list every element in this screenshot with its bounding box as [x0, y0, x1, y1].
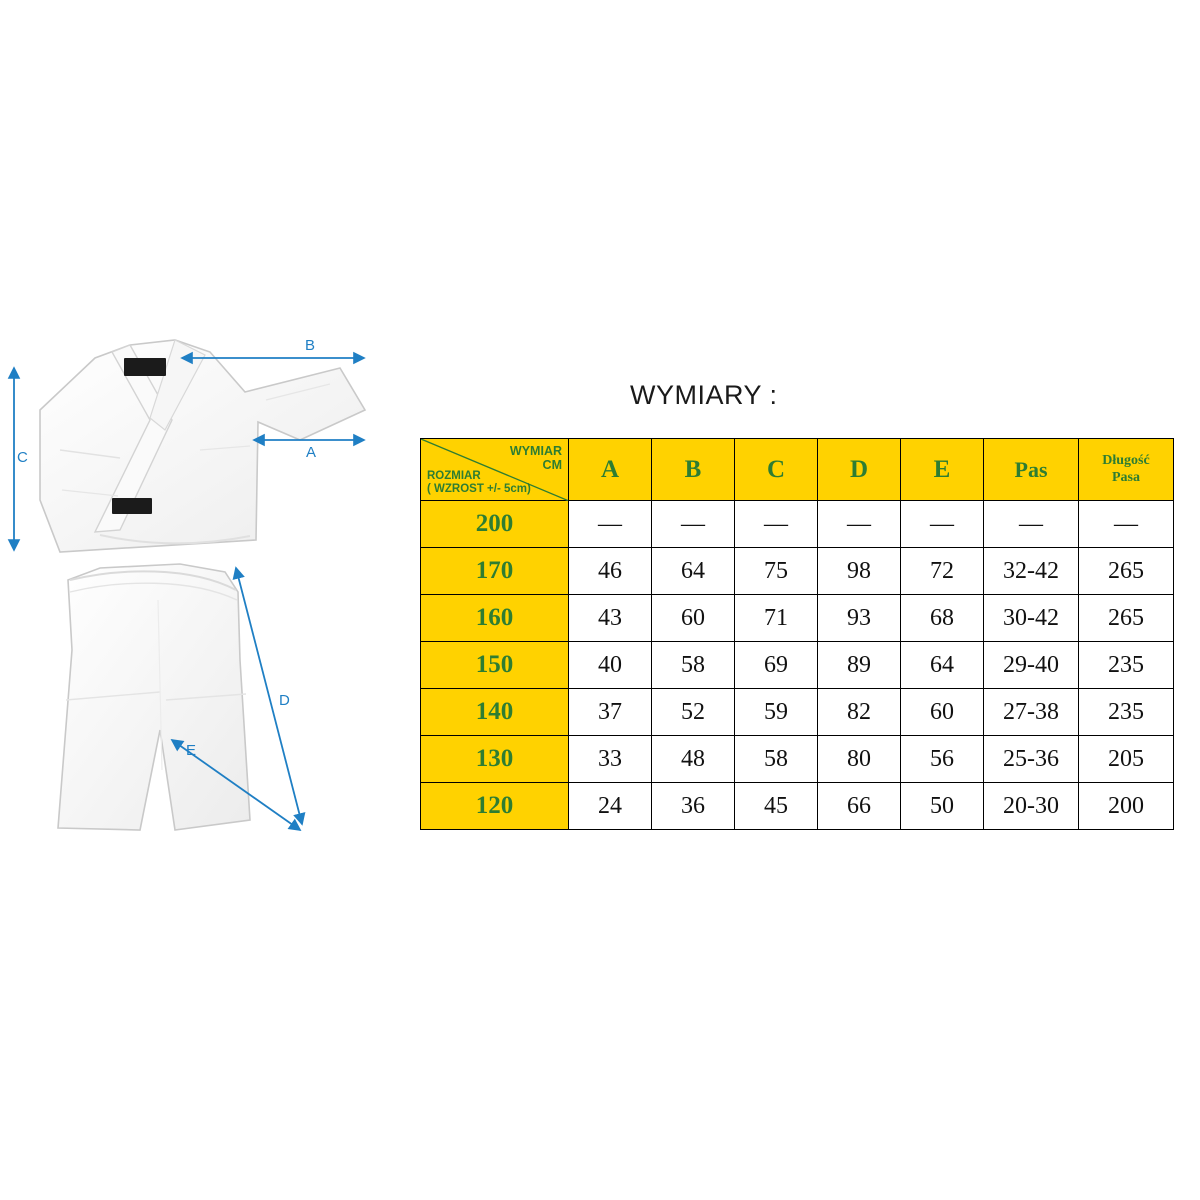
- cell-e: 72: [901, 548, 984, 595]
- table-row: [421, 783, 1174, 830]
- table-row: [421, 689, 1174, 736]
- cell-b: 52: [652, 689, 735, 736]
- row-size: 140: [421, 689, 569, 736]
- cell-a: 40: [569, 642, 652, 689]
- cell-dlugosc: 235: [1079, 642, 1174, 689]
- label-B: B: [305, 337, 316, 354]
- cell-d: 66: [818, 783, 901, 830]
- cell-d: 80: [818, 736, 901, 783]
- cell-dlugosc: 265: [1079, 595, 1174, 642]
- column-header-a: A: [569, 439, 652, 501]
- cell-c: 71: [735, 595, 818, 642]
- row-size: 160: [421, 595, 569, 642]
- table-row: [421, 642, 1174, 689]
- label-E: E: [186, 742, 197, 759]
- table-body: [421, 501, 1174, 830]
- cell-c: 59: [735, 689, 818, 736]
- cell-d: 93: [818, 595, 901, 642]
- cell-dlugosc: —: [1079, 501, 1174, 548]
- cell-c: —: [735, 501, 818, 548]
- corner-rozmiar-line2: ( WZROST +/- 5cm): [427, 482, 531, 495]
- column-header-d: D: [818, 439, 901, 501]
- label-A: A: [306, 444, 317, 461]
- corner-rozmiar-line1: ROZMIAR: [427, 469, 481, 482]
- label-D: D: [279, 692, 290, 709]
- cell-c: 58: [735, 736, 818, 783]
- table-header-row: [421, 439, 1174, 501]
- cell-a: 24: [569, 783, 652, 830]
- cell-e: 50: [901, 783, 984, 830]
- cell-pas: 29-40: [984, 642, 1079, 689]
- cell-b: —: [652, 501, 735, 548]
- column-header-dlugosc-pasa: [1079, 439, 1174, 501]
- cell-e: 64: [901, 642, 984, 689]
- cell-e: 68: [901, 595, 984, 642]
- cell-a: —: [569, 501, 652, 548]
- corner-wymiar-line1: WYMIAR: [509, 444, 562, 458]
- cell-b: 58: [652, 642, 735, 689]
- cell-pas: —: [984, 501, 1079, 548]
- cell-c: 45: [735, 783, 818, 830]
- cell-c: 75: [735, 548, 818, 595]
- table-corner-header: [421, 439, 569, 501]
- size-table: [420, 438, 1174, 830]
- cell-d: 98: [818, 548, 901, 595]
- column-header-c: C: [735, 439, 818, 501]
- cell-d: 82: [818, 689, 901, 736]
- cell-dlugosc: 205: [1079, 736, 1174, 783]
- label-C: C: [17, 449, 28, 466]
- cell-pas: 27-38: [984, 689, 1079, 736]
- row-size: 120: [421, 783, 569, 830]
- column-header-b: B: [652, 439, 735, 501]
- dlugosc-line1: Długość: [1102, 453, 1150, 469]
- cell-dlugosc: 235: [1079, 689, 1174, 736]
- cell-d: 89: [818, 642, 901, 689]
- cell-b: 36: [652, 783, 735, 830]
- cell-b: 64: [652, 548, 735, 595]
- cell-b: 60: [652, 595, 735, 642]
- row-size: 170: [421, 548, 569, 595]
- corner-label-wymiar: [510, 444, 562, 473]
- page-title: WYMIARY :: [630, 380, 778, 410]
- size-table-container: [420, 438, 1172, 830]
- gi-trousers-shape: [58, 564, 250, 830]
- row-size: 150: [421, 642, 569, 689]
- column-header-e: E: [901, 439, 984, 501]
- garment-illustration: [0, 300, 400, 900]
- cell-b: 48: [652, 736, 735, 783]
- cell-e: 60: [901, 689, 984, 736]
- cell-pas: 20-30: [984, 783, 1079, 830]
- column-header-pas: Pas: [984, 439, 1079, 501]
- row-size: 200: [421, 501, 569, 548]
- corner-wymiar-line2: CM: [542, 458, 562, 473]
- cell-d: —: [818, 501, 901, 548]
- table-row: [421, 548, 1174, 595]
- cell-pas: 25-36: [984, 736, 1079, 783]
- cell-e: 56: [901, 736, 984, 783]
- table-row: [421, 501, 1174, 548]
- cell-e: —: [901, 501, 984, 548]
- corner-label-rozmiar: [427, 470, 531, 496]
- cell-dlugosc: 200: [1079, 783, 1174, 830]
- cell-a: 37: [569, 689, 652, 736]
- cell-pas: 32-42: [984, 548, 1079, 595]
- dlugosc-line2: Pasa: [1112, 469, 1140, 485]
- gi-jacket-shape: [40, 340, 365, 552]
- cell-a: 46: [569, 548, 652, 595]
- table-row: [421, 595, 1174, 642]
- cell-a: 33: [569, 736, 652, 783]
- row-size: 130: [421, 736, 569, 783]
- cell-c: 69: [735, 642, 818, 689]
- cell-pas: 30-42: [984, 595, 1079, 642]
- cell-dlugosc: 265: [1079, 548, 1174, 595]
- cell-a: 43: [569, 595, 652, 642]
- table-row: [421, 736, 1174, 783]
